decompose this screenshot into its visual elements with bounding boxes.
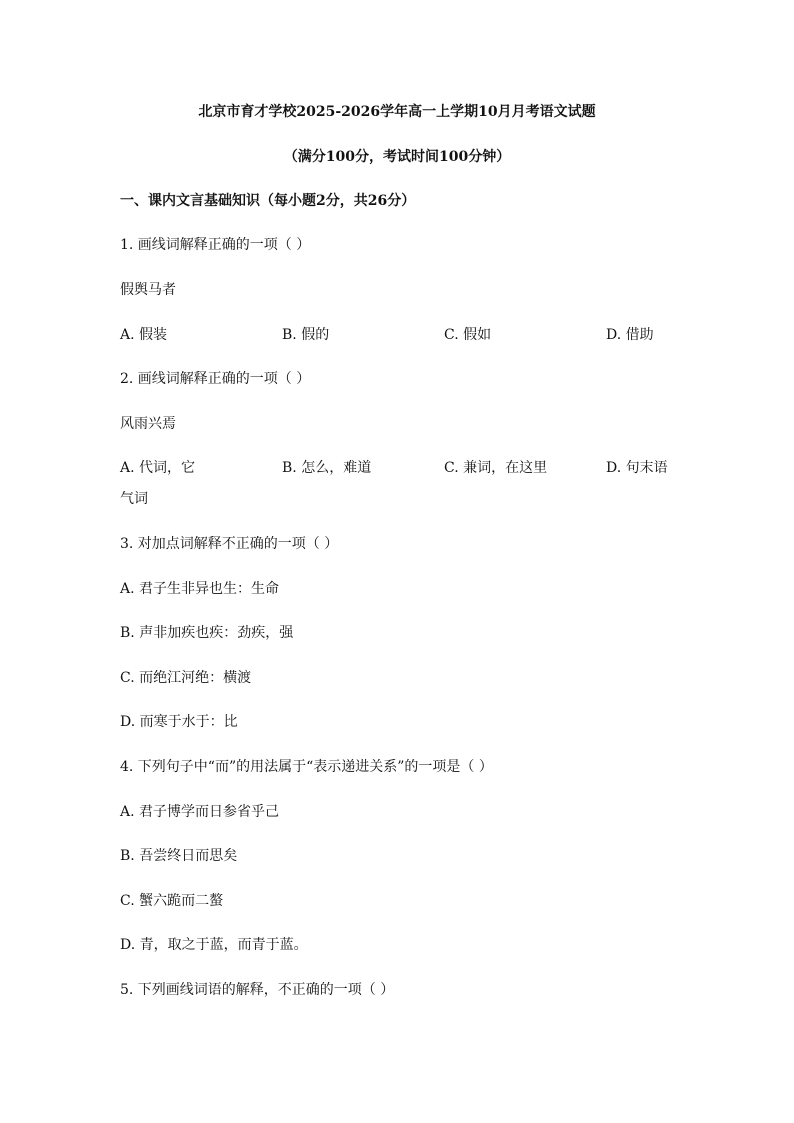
question-1-option-c: C. 假如 xyxy=(444,327,492,343)
section-heading: 一、课内文言基础知识（每小题2分，共26分） xyxy=(120,193,416,209)
question-1-stem: 1. 画线词解释正确的一项（ ） xyxy=(120,237,311,253)
question-1-option-a: A. 假装 xyxy=(120,327,168,343)
question-2-phrase: 风雨兴焉 xyxy=(120,416,176,432)
question-2-option-a: A. 代词，它 xyxy=(120,460,196,476)
question-1-option-d: D. 借助 xyxy=(606,327,654,343)
question-3-stem: 3. 对加点词解释不正确的一项（ ） xyxy=(120,536,339,552)
question-4-option-c: C. 蟹六跪而二螯 xyxy=(120,893,224,909)
question-3-option-d: D. 而寒于水于：比 xyxy=(120,714,238,730)
question-2-stem: 2. 画线词解释正确的一项（ ） xyxy=(120,371,311,387)
question-3-option-a: A. 君子生非异也生：生命 xyxy=(120,581,280,597)
page-title: 北京市育才学校2025-2026学年高一上学期10月月考语文试题 xyxy=(198,104,596,120)
exam-info: （满分100分，考试时间100分钟） xyxy=(283,149,511,165)
question-2-option-c: C. 兼词，在这里 xyxy=(444,460,548,476)
question-2-option-d-continuation: 气词 xyxy=(120,491,148,507)
question-5-stem: 5. 下列画线词语的解释，不正确的一项（ ） xyxy=(120,982,395,998)
question-2-option-b: B. 怎么，难道 xyxy=(282,460,372,476)
question-4-option-b: B. 吾尝终日而思矣 xyxy=(120,848,238,864)
question-4-stem: 4. 下列句子中“而”的用法属于“表示递进关系”的一项是（ ） xyxy=(120,759,493,775)
question-4-option-d: D. 青，取之于蓝，而青于蓝。 xyxy=(120,937,308,953)
question-3-option-b: B. 声非加疾也疾：劲疾，强 xyxy=(120,625,294,641)
question-1-option-b: B. 假的 xyxy=(282,327,330,343)
question-4-option-a: A. 君子博学而日参省乎己 xyxy=(120,804,280,820)
question-1-phrase: 假舆马者 xyxy=(120,282,176,298)
question-3-option-c: C. 而绝江河绝：横渡 xyxy=(120,670,252,686)
question-2-option-d: D. 句末语 xyxy=(606,460,668,476)
